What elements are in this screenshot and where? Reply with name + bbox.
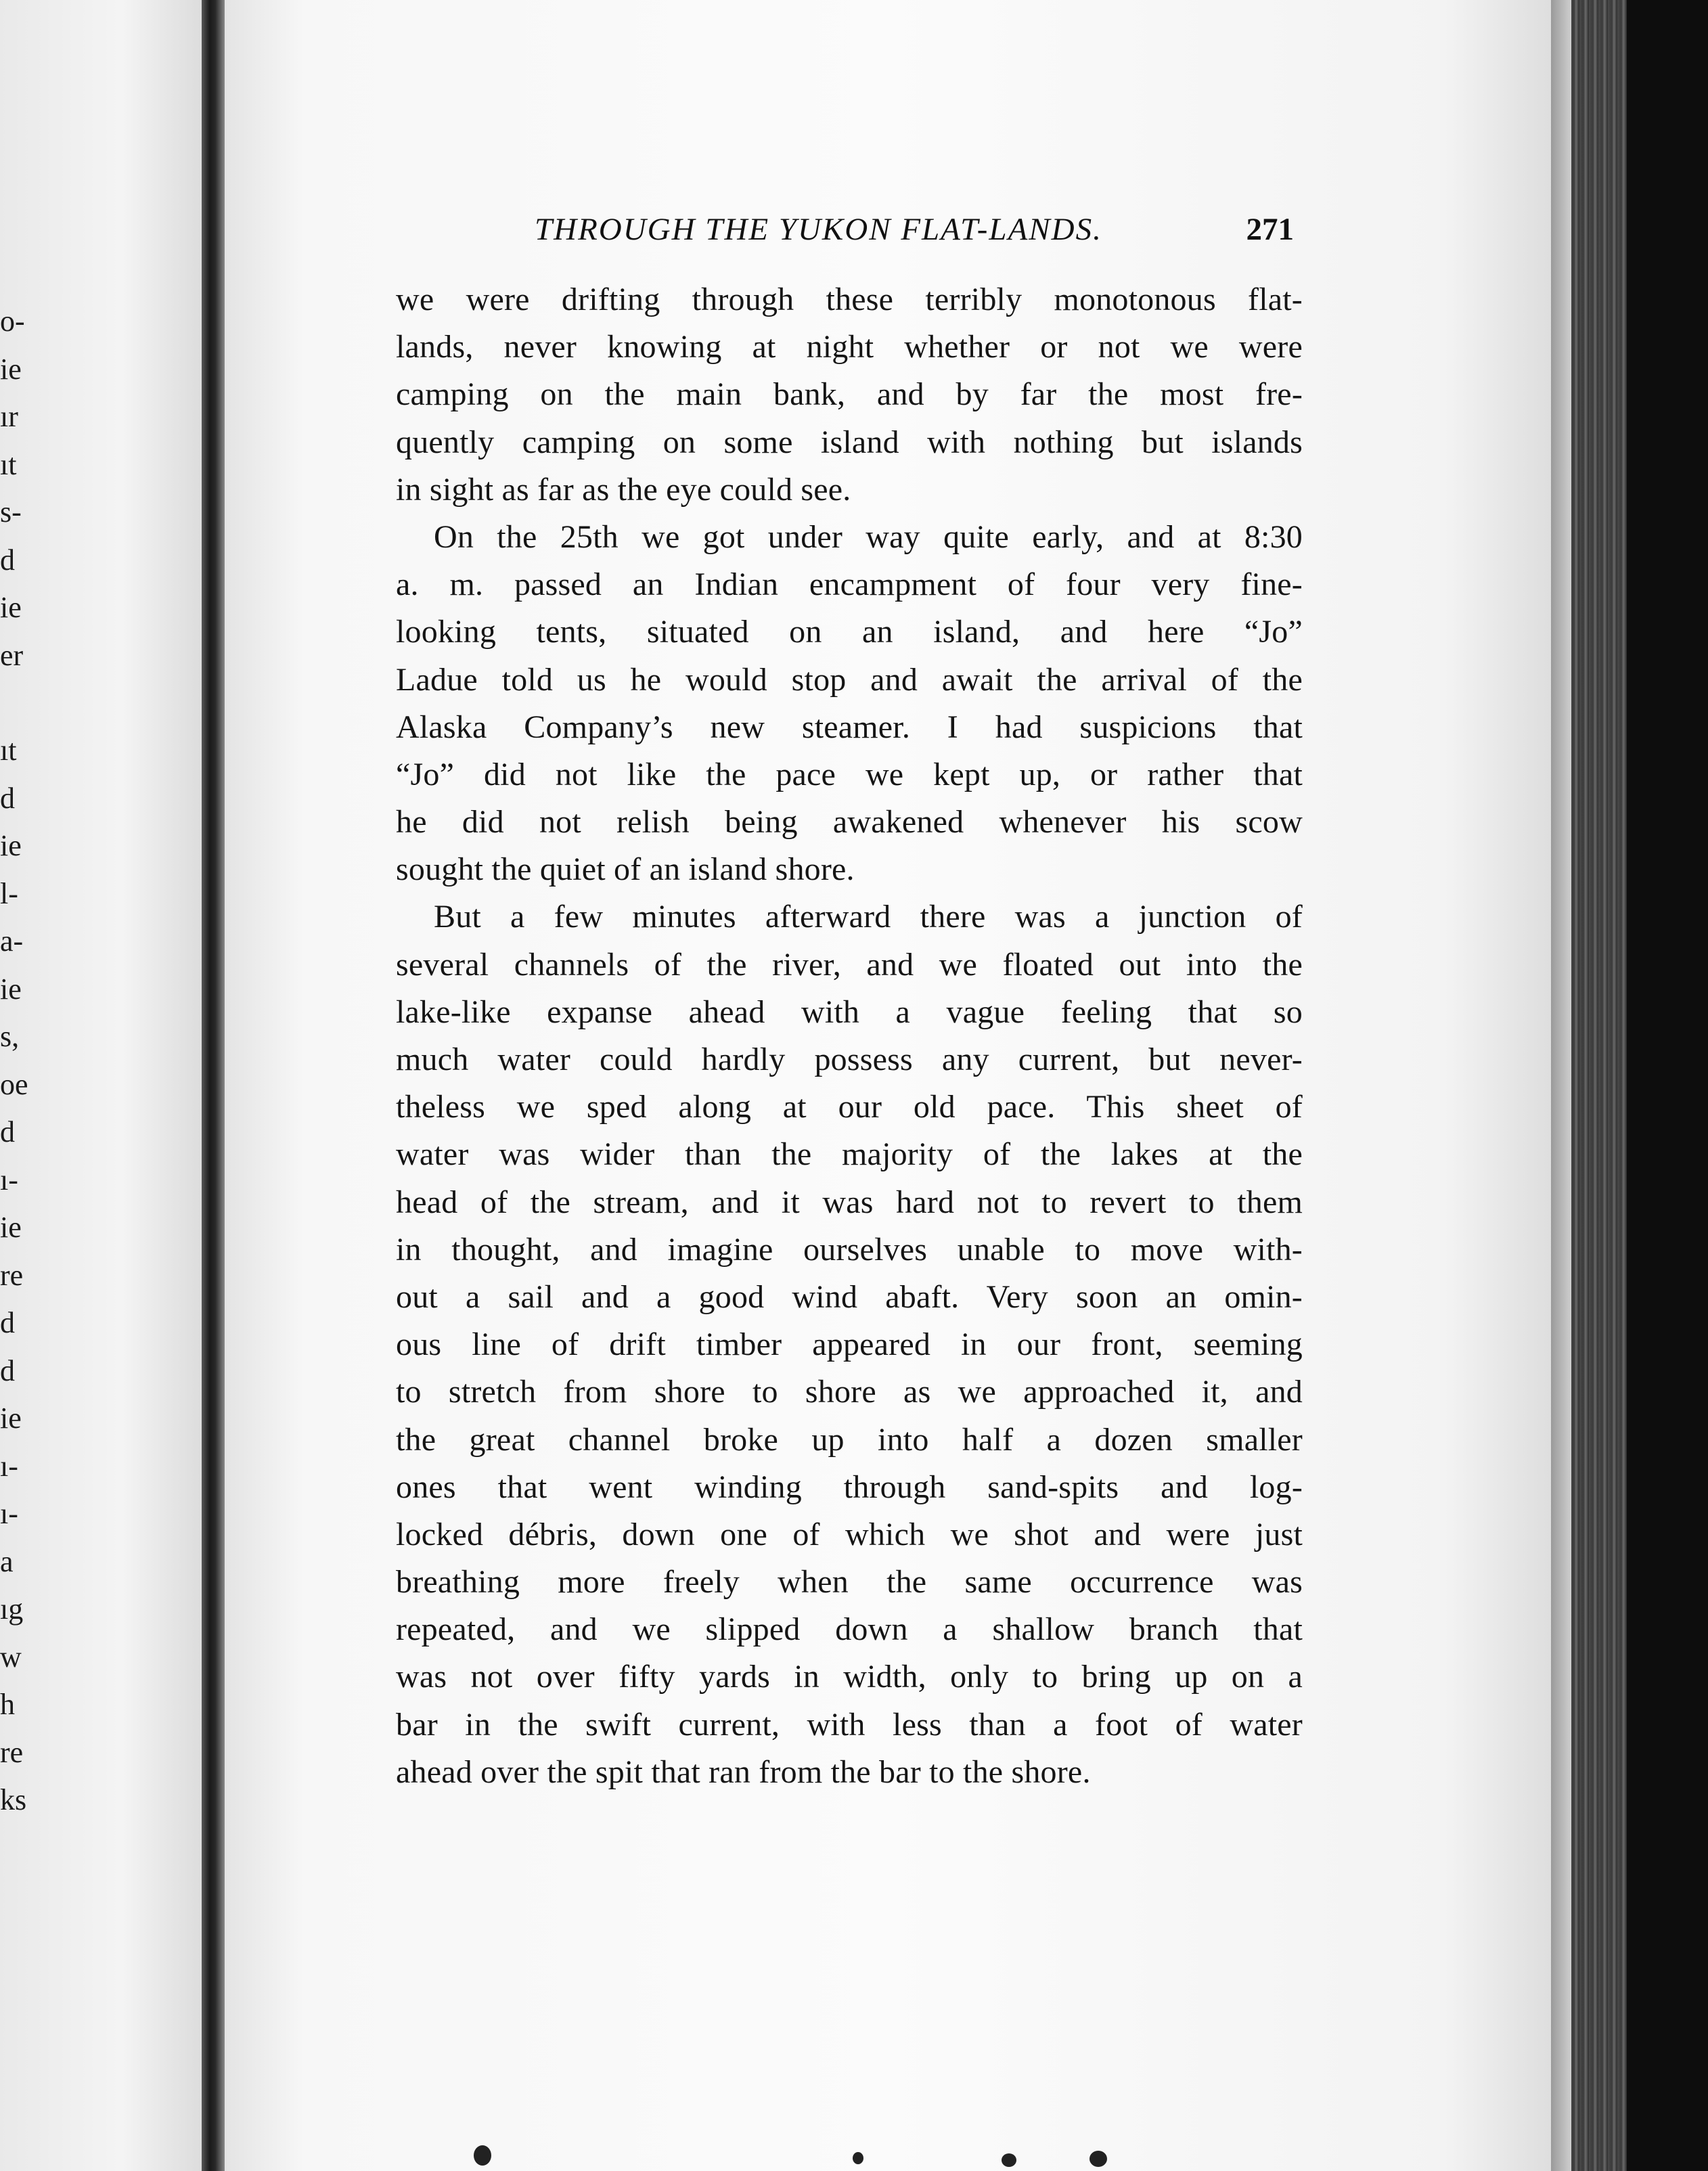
- text-line: camping on the main bank, and by far the most fre-: [396, 376, 1303, 413]
- text-line: ones that went winding through sand-spits and log-: [396, 1469, 1303, 1505]
- facing-page-fragment: ks: [0, 1783, 27, 1816]
- facing-page-fragment: ie: [0, 972, 22, 1006]
- facing-page-fragment: d: [0, 1306, 15, 1339]
- text-line: lands, never knowing at night whether or not we were: [396, 329, 1303, 365]
- text-line: theless we sped along at our old pace. This sheet of: [396, 1089, 1303, 1125]
- text-line: quently camping on some island with nothing but islands: [396, 424, 1303, 460]
- text-line: he did not relish being awakened whenever his scow: [396, 804, 1303, 841]
- facing-page-fragment: ie: [0, 1211, 22, 1244]
- facing-page-fragment: ı-: [0, 1163, 18, 1196]
- scan-speck: [853, 2152, 863, 2164]
- text-line: ahead over the spit that ran from the bar to the shore.: [396, 1753, 1091, 1790]
- text-line: breathing more freely when the same occurrence was: [396, 1564, 1303, 1601]
- text-line: locked débris, down one of which we shot and were just: [396, 1516, 1303, 1552]
- text-line: looking tents, situated on an island, and here “Jo”: [396, 614, 1303, 650]
- facing-page-fragment: ıt: [0, 734, 17, 767]
- text-line: lake-like expanse ahead with a vague feeling that so: [396, 993, 1303, 1030]
- facing-page-fragment: d: [0, 781, 15, 815]
- facing-page-fragment: re: [0, 1735, 24, 1769]
- facing-page-fragment: s-: [0, 495, 22, 529]
- paragraph: [396, 276, 1303, 514]
- facing-page-fragment: d: [0, 1353, 15, 1387]
- facing-page-fragment: a: [0, 1544, 14, 1578]
- scan-speck: [1089, 2151, 1107, 2167]
- scan-background: [1627, 0, 1708, 2171]
- facing-page-fragment: ıt: [0, 447, 17, 481]
- text-line: Ladue told us he would stop and await the arrival of the: [396, 661, 1303, 698]
- facing-page-fragment: re: [0, 1258, 24, 1292]
- text-line: But a few minutes afterward there was a junction of: [434, 899, 1303, 935]
- page-edges: [1551, 0, 1708, 2171]
- text-line: “Jo” did not like the pace we kept up, or rather that: [396, 756, 1303, 792]
- text-line: to stretch from shore to shore as we approached it, and: [396, 1374, 1303, 1410]
- facing-page-fragment: ıg: [0, 1592, 24, 1626]
- text-line: repeated, and we slipped down a shallow branch that: [396, 1611, 1303, 1648]
- text-line: On the 25th we got under way quite early, and at 8:30: [434, 518, 1303, 555]
- page-edge-highlight: [1551, 0, 1571, 2171]
- facing-page-fragment: d: [0, 543, 15, 577]
- text-line: ous line of drift timber appeared in our front, seeming: [396, 1326, 1303, 1363]
- facing-page-fragment: [0, 679, 41, 727]
- running-head: [535, 211, 1294, 259]
- facing-page-fragment: ie: [0, 1402, 22, 1435]
- facing-page-fragment: oe: [0, 1067, 28, 1101]
- facing-page-fragment: d: [0, 1115, 15, 1148]
- facing-page-fragment: ı-: [0, 1449, 18, 1483]
- running-title: THROUGH THE YUKON FLAT-LANDS.: [535, 212, 1102, 247]
- text-line: much water could hardly possess any current, but never-: [396, 1042, 1303, 1077]
- text-line: the great channel broke up into half a dozen smaller: [396, 1421, 1303, 1458]
- paragraph: [396, 893, 1303, 1796]
- paragraph: [396, 514, 1303, 894]
- facing-page-fragment: ır: [0, 400, 18, 433]
- text-line: sought the quiet of an island shore.: [396, 851, 855, 888]
- facing-page-fragment: w: [0, 1640, 22, 1674]
- facing-page-fragment: h: [0, 1688, 15, 1721]
- facing-page: [0, 0, 203, 2171]
- text-line: a. m. passed an Indian encampment of four very fine-: [396, 566, 1303, 603]
- text-line: out a sail and a good wind abaft. Very soon an omin-: [396, 1278, 1303, 1315]
- facing-page-fragment: s,: [0, 1020, 20, 1053]
- facing-page-fragment: o-: [0, 305, 25, 338]
- text-line: several channels of the river, and we floated out into the: [396, 946, 1303, 983]
- facing-page-text: [0, 298, 41, 1825]
- book-gutter: [202, 0, 225, 2171]
- facing-page-fragment: ı-: [0, 1497, 18, 1530]
- facing-page-fragment: er: [0, 638, 24, 672]
- facing-page-fragment: ie: [0, 591, 22, 624]
- scan-speck: [474, 2145, 491, 2166]
- facing-page-fragment: a-: [0, 924, 24, 958]
- text-line: we were drifting through these terribly monotonous flat-: [396, 282, 1303, 317]
- text-line: head of the stream, and it was hard not to revert to them: [396, 1184, 1303, 1220]
- text-line: bar in the swift current, with less than a foot of water: [396, 1706, 1303, 1743]
- text-line: water was wider than the majority of the lakes at the: [396, 1136, 1303, 1173]
- text-line: in thought, and imagine ourselves unable to move with-: [396, 1231, 1303, 1268]
- body-text: [396, 276, 1303, 1796]
- page-number: 271: [1246, 212, 1294, 247]
- facing-page-fragment: ie: [0, 829, 22, 862]
- text-line: in sight as far as the eye could see.: [396, 471, 851, 508]
- scan-speck: [1002, 2153, 1016, 2167]
- text-line: was not over fifty yards in width, only to bring up on a: [396, 1659, 1303, 1695]
- text-line: Alaska Company’s new steamer. I had suspicions that: [396, 709, 1303, 745]
- facing-page-fragment: l-: [0, 876, 18, 910]
- facing-page-fragment: ie: [0, 352, 22, 386]
